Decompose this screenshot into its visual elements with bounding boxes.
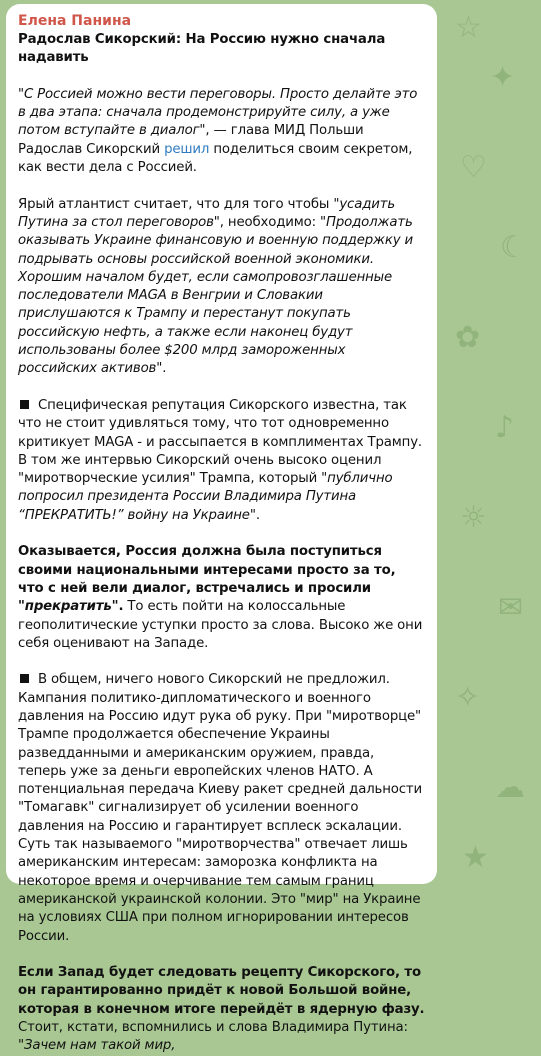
quote-text: "усадить Путина за стол переговоров"	[18, 196, 396, 230]
sun-doodle-icon: ☼	[460, 500, 487, 535]
plain-text: Стоит, кстати, вспомнились и слова Владимира Путина:	[18, 1020, 408, 1036]
plain-text: В общем, ничего нового Сикорский не предложил. Кампания политико-дипломатического и военного давления на Россию идут рука об руку. При "миротворце" Трампе продолжается обеспечение Украины разведданными и американским оружием, правда, теперь уже за деньги европейских членов НАТО. А потенциальная передача Киеву ракет средней дальности "Томагавк" сигнализирует об усилении военного давления на Россию и гарантирует всплеск эскалации. Суть так называемого "миротворчества" отвечает лишь американским интересам: заморозка конфликта на некоторое время и очерчивание тем самым границ американской украинской колонии. Это "мир" на Украине на условиях США при полном игнорировании интересов России.	[18, 672, 423, 944]
message-text	[18, 31, 425, 1056]
plain-text: .	[255, 507, 260, 523]
sparkle-doodle-icon: ✧	[455, 680, 481, 715]
black-square-icon	[20, 400, 29, 409]
bold-text: Если Запад будет следовать рецепту Сикорского, то он гарантированно придёт к новой Большой войне, которая в конечном итоге перейдёт в ядерную фазу.	[18, 965, 425, 1017]
flower-doodle-icon: ✿	[455, 320, 481, 355]
plain-text: , — глава МИД Польши Радослав Сикорский	[18, 123, 364, 157]
bold-italic-text: "прекратить"	[18, 599, 119, 615]
plain-text: То есть пойти на колоссальные геополитические уступки просто за слова. Высоко же они себя оценивают на Западе.	[18, 599, 423, 651]
paragraph-1	[18, 86, 425, 177]
message-bubble[interactable]	[6, 4, 437, 1054]
plain-text: Специфическая репутация Сикорского известна, так что не стоит удивляться тому, что тот одновременно критикует MAGA - и рассыпается в комплиментах Трампу. В том же интервью Сикорский очень высоко оценил "миротворческие усилия" Трампа, который	[18, 397, 422, 487]
paragraph-3	[18, 397, 425, 525]
paragraph-5	[18, 671, 425, 945]
star-doodle-icon-2: ★	[462, 840, 489, 875]
moon-doodle-icon: ☾	[500, 230, 527, 265]
black-square-icon	[20, 674, 29, 683]
bold-text: Оказывается, Россия должна была поступиться своими национальными интересами просто за то, что с ней вели диалог, встречались и просили	[18, 544, 396, 596]
planet-doodle-icon: ✦	[490, 60, 516, 95]
bold-text: .	[118, 599, 124, 615]
plain-text: Ярый атлантист считает, что для того чтобы	[18, 196, 334, 212]
quote-text: "С Россией можно вести переговоры. Просто делайте это в два этапа: сначала продемонстрируйте силу, а уже потом вступайте в диалог"	[18, 86, 418, 139]
cloud-doodle-icon: ☁	[495, 770, 525, 805]
paragraph-6	[18, 964, 425, 1055]
plain-text: .	[162, 361, 167, 377]
sender-name[interactable]: Елена Панина	[18, 13, 132, 29]
note-doodle-icon: ♪	[495, 410, 515, 445]
heart-doodle-icon: ♡	[460, 150, 487, 185]
paragraph-2	[18, 196, 425, 379]
plain-text: поделиться своим секретом, как вести дела с Россией.	[18, 141, 413, 176]
quote-text: "Зачем нам такой мир,	[18, 1038, 176, 1054]
plain-text: , необходимо:	[219, 214, 321, 230]
envelope-doodle-icon: ✉	[498, 590, 524, 625]
source-link[interactable]: решил	[164, 141, 210, 157]
quote-text: "Продолжать оказывать Украине финансовую и военную поддержку и подрывать основы российской военной экономики. Хорошим началом будет, если самопровозглашенные последователи MAGA в Венгрии и Словакии прислушаются к Трампу и перестанут покупать российскую нефть, а также если наконец будут использованы более $200 млрд замороженных российских активов"	[18, 214, 414, 377]
quote-text: "публично попросил президента России Владимира Путина “ПРЕКРАТИТЬ!” войну на Украине"	[18, 471, 393, 523]
paragraph-4	[18, 543, 425, 653]
message-title: Радослав Сикорский: На Россию нужно сначала надавить	[18, 32, 386, 66]
message-title-paragraph	[18, 31, 425, 68]
star-doodle-icon: ☆	[455, 10, 482, 45]
